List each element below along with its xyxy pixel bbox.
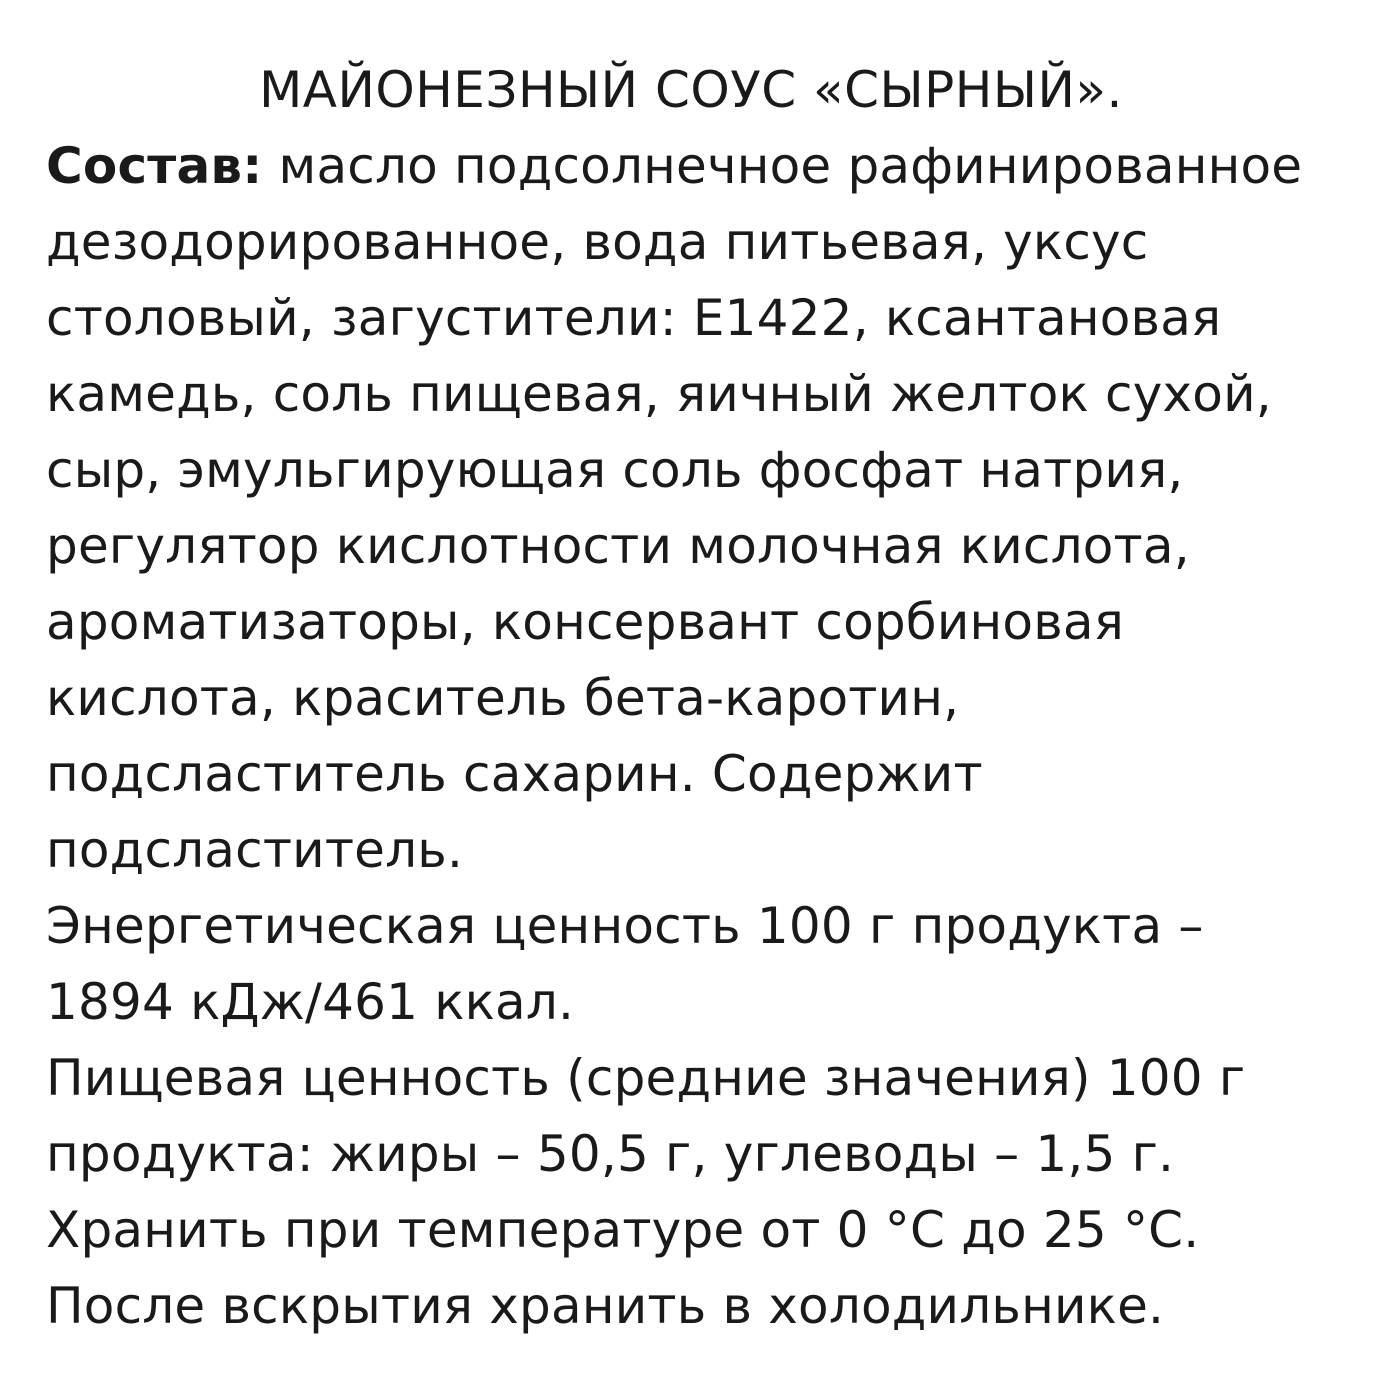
energy-line: 1894 кДж/461 ккал. bbox=[46, 973, 575, 1031]
product-label bbox=[46, 52, 1376, 1344]
composition-heading: Состав: bbox=[46, 137, 263, 195]
composition-line: ароматизаторы, консервант сорбиновая bbox=[46, 593, 1125, 651]
storage-section bbox=[46, 1192, 1376, 1344]
composition-line: камедь, соль пищевая, яичный желток сухой, bbox=[46, 365, 1272, 423]
composition-text: масло подсолнечное рафинированное bbox=[262, 137, 1303, 195]
composition-line: подсластитель сахарин. Содержит bbox=[46, 745, 983, 803]
composition-line: подсластитель. bbox=[46, 821, 464, 879]
composition-first-line bbox=[46, 128, 1376, 204]
energy-line: Энергетическая ценность 100 г продукта – bbox=[46, 897, 1204, 955]
composition-line: регулятор кислотности молочная кислота, bbox=[46, 517, 1190, 575]
composition-line: дезодорированное, вода питьевая, уксус bbox=[46, 213, 1149, 271]
energy-section bbox=[46, 888, 1376, 1040]
nutrition-line: продукта: жиры – 50,5 г, углеводы – 1,5 г. bbox=[46, 1125, 1175, 1183]
composition-section bbox=[46, 128, 1376, 888]
composition-line: сыр, эмульгирующая соль фосфат натрия, bbox=[46, 441, 1184, 499]
composition-line: кислота, краситель бета-каротин, bbox=[46, 669, 960, 727]
nutrition-line: Пищевая ценность (средние значения) 100 г bbox=[46, 1049, 1246, 1107]
nutrition-section bbox=[46, 1040, 1376, 1192]
storage-line: После вскрытия хранить в холодильнике. bbox=[46, 1277, 1165, 1335]
product-title: МАЙОНЕЗНЫЙ СОУС «СЫРНЫЙ». bbox=[259, 61, 1123, 119]
composition-line: столовый, загустители: Е1422, ксантановая bbox=[46, 289, 1222, 347]
storage-line: Хранить при температуре от 0 °С до 25 °С. bbox=[46, 1201, 1200, 1259]
